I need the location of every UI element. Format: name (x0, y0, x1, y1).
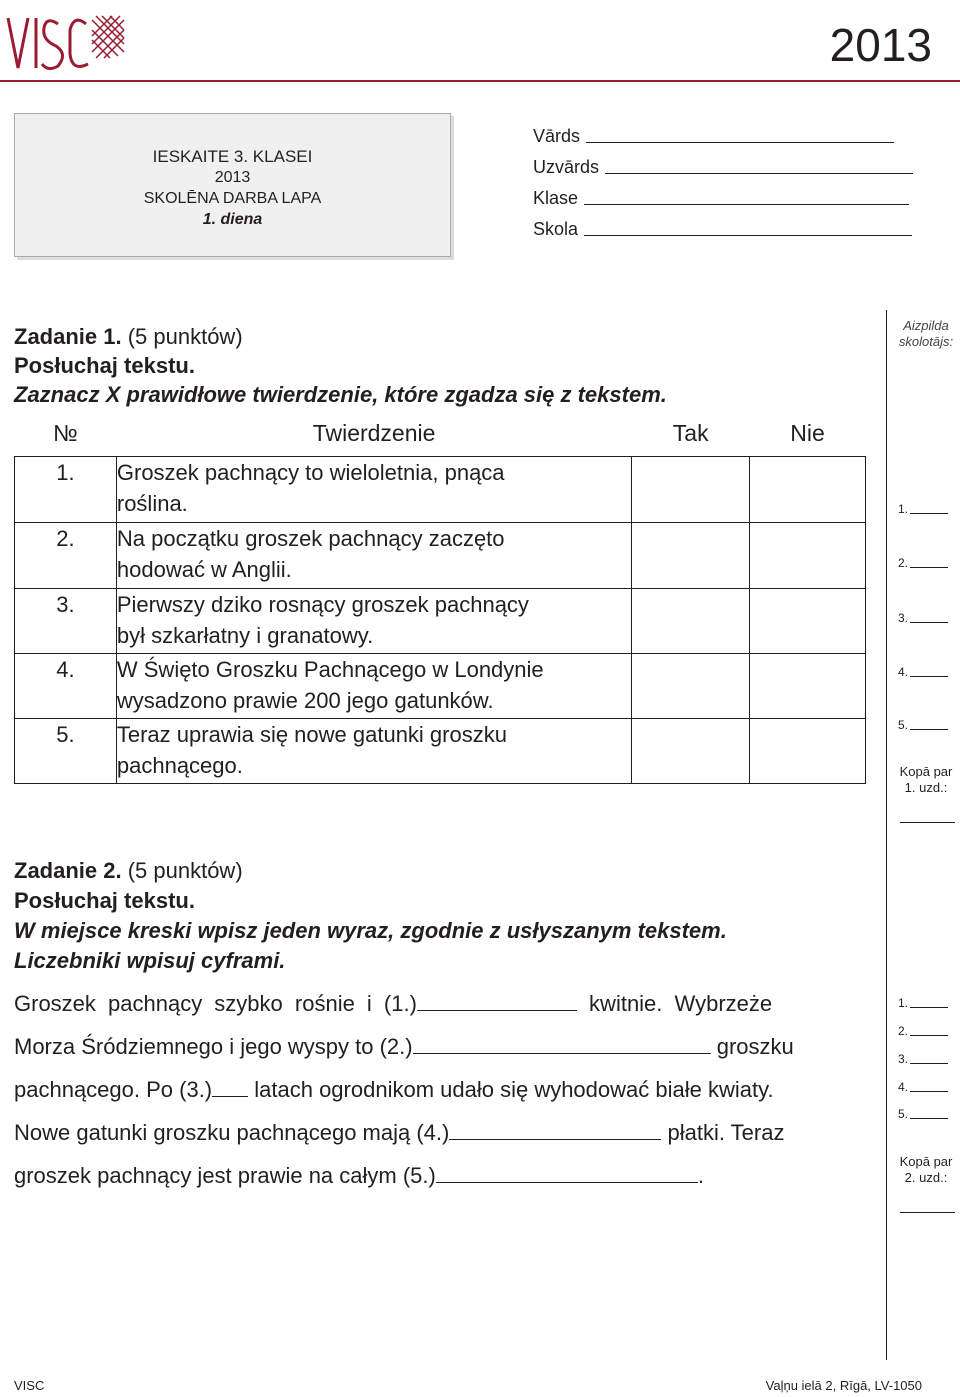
yes-cell[interactable] (632, 719, 750, 784)
info-subtitle: SKOLĒNA DARBA LAPA (143, 190, 322, 207)
total-1-line[interactable] (900, 822, 955, 823)
score2-5[interactable]: 5. (898, 1107, 948, 1121)
col-no: Nie (790, 419, 825, 446)
score2-4[interactable]: 4. (898, 1080, 948, 1094)
score-4[interactable]: 4. (898, 665, 948, 679)
blank-2[interactable] (413, 1052, 711, 1054)
no-cell[interactable] (750, 719, 866, 784)
no-cell[interactable] (750, 523, 866, 589)
name-label: Vārds (533, 126, 581, 146)
score2-3[interactable]: 3. (898, 1052, 948, 1066)
statements-table (14, 410, 866, 784)
score-5[interactable]: 5. (898, 718, 948, 732)
name-field[interactable] (533, 126, 894, 147)
score2-2[interactable]: 2. (898, 1024, 948, 1038)
total-2-line[interactable] (900, 1212, 955, 1213)
blank-5[interactable] (436, 1181, 698, 1183)
score-3[interactable]: 3. (898, 611, 948, 625)
task1-instruction-1: Posłuchaj tekstu. (14, 353, 195, 378)
total-1-label: Kopā par 1. uzd.: (899, 764, 953, 795)
surname-label: Uzvārds (533, 157, 600, 177)
task2-instruction-3: Liczebniki wpisuj cyframi. (14, 948, 286, 973)
teacher-fill-label: Aizpilda skolotājs: (898, 318, 954, 349)
yes-cell[interactable] (632, 523, 750, 589)
blank-1[interactable] (417, 1009, 577, 1011)
info-year: 2013 (214, 169, 251, 186)
col-statement: Twierdzenie (312, 419, 436, 446)
table-row: 3. Pierwszy dziko rosnący groszek pachnący był szkarłatny i granatowy. (15, 589, 866, 654)
class-field[interactable] (533, 188, 909, 209)
sidebar-divider (886, 310, 887, 1360)
task1-instruction-2: Zaznacz X prawidłowe twierdzenie, które zgadza się z tekstem. (14, 382, 667, 407)
total-2-label: Kopā par 2. uzd.: (899, 1154, 953, 1185)
table-row: 1. Groszek pachnący to wieloletnia, pnąca roślina. (15, 457, 866, 523)
info-box (14, 113, 451, 257)
score-2[interactable]: 2. (898, 556, 948, 570)
footer-org: VISC (14, 1378, 45, 1393)
col-number: № (53, 419, 78, 446)
no-cell[interactable] (750, 654, 866, 719)
col-yes: Tak (672, 419, 709, 446)
score2-1[interactable]: 1. (898, 996, 948, 1010)
table-row: 4. W Święto Groszku Pachnącego w Londynie wysadzono prawie 200 jego gatunków. (15, 654, 866, 719)
text-line-5: groszek pachnący jest prawie na całym (5.) . (14, 1163, 704, 1188)
surname-field[interactable] (533, 157, 913, 178)
task2-title: Zadanie 2. (5 punktów) (14, 858, 243, 883)
blank-4[interactable] (449, 1138, 661, 1140)
info-day: 1. diena (202, 211, 263, 228)
school-field[interactable] (533, 219, 912, 240)
text-line-4: Nowe gatunki groszku pachnącego mają (4.) płatki. Teraz (14, 1120, 785, 1145)
visc-logo (6, 10, 126, 76)
text-line-2: Morza Śródziemnego i jego wyspy to (2.) groszku (14, 1034, 794, 1059)
blank-3[interactable] (212, 1095, 248, 1097)
yes-cell[interactable] (632, 589, 750, 654)
info-title: IESKAITE 3. KLASEI (152, 147, 313, 166)
header-divider (0, 80, 960, 82)
score-1[interactable]: 1. (898, 502, 948, 516)
task1-title: Zadanie 1. (5 punktów) (14, 324, 243, 349)
year-heading: 2013 (829, 19, 932, 71)
no-cell[interactable] (750, 457, 866, 523)
task2-instruction-2: W miejsce kreski wpisz jeden wyraz, zgodnie z usłyszanym tekstem. (14, 918, 727, 943)
text-line-3: pachnącego. Po (3.) latach ogrodnikom udało się wyhodować białe kwiaty. (14, 1077, 774, 1102)
no-cell[interactable] (750, 589, 866, 654)
class-label: Klase (533, 188, 579, 208)
table-row: 2. Na początku groszek pachnący zaczęto hodować w Anglii. (15, 523, 866, 589)
text-line-1: Groszek pachnący szybko rośnie i (1.) kwitnie. Wybrzeże (14, 991, 773, 1016)
yes-cell[interactable] (632, 654, 750, 719)
school-label: Skola (533, 219, 579, 239)
yes-cell[interactable] (632, 457, 750, 523)
task2-instruction-1: Posłuchaj tekstu. (14, 888, 195, 913)
footer-address: Vaļņu ielā 2, Rīgā, LV-1050 (765, 1378, 922, 1393)
table-row: 5. Teraz uprawia się nowe gatunki groszku pachnącego. (15, 719, 866, 784)
